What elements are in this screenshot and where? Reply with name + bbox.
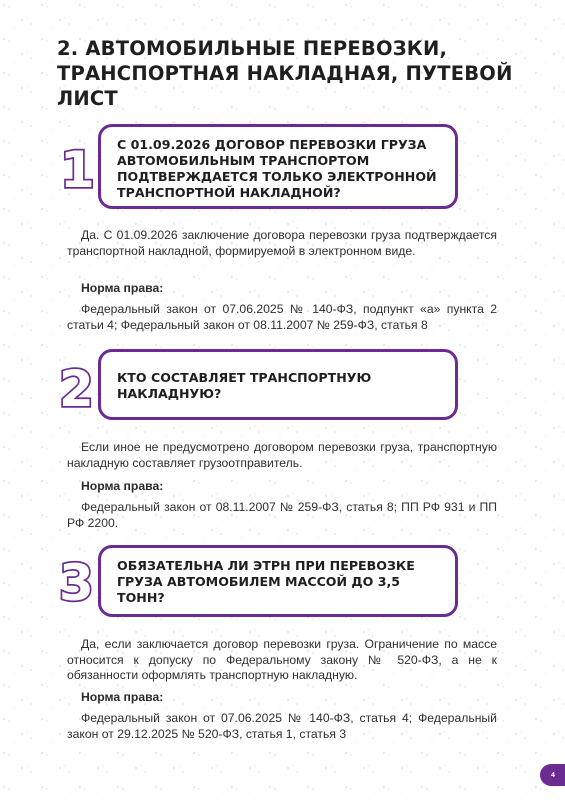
question-text: КТО СОСТАВЛЯЕТ ТРАНСПОРТНУЮ НАКЛАДНУЮ?: [117, 370, 372, 401]
question-number-3: [58, 554, 94, 612]
question-number-1: [58, 141, 95, 199]
question-number-2: [58, 360, 94, 418]
question-number-text: 3: [59, 554, 94, 612]
question-number-text: 2: [59, 360, 94, 418]
norm-label-2: Норма права:: [81, 479, 164, 493]
norm-text-3: Федеральный закон от 07.06.2025 № 140-ФЗ, статья 4; Федеральный закон от 29.12.2025 № 520-ФЗ, статья 1, статья 3: [67, 711, 497, 741]
answer-text-2: Если иное не предусмотрено договором перевозки груза, транспортную накладную составляет грузоотправитель.: [67, 440, 497, 470]
question-text: С 01.09.2026 ДОГОВОР ПЕРЕВОЗКИ ГРУЗА АВТОМОБИЛЬНЫМ ТРАНСПОРТОМ ПОДТВЕРЖДАЕТСЯ ТОЛЬКО ЭЛЕКТРОННОЙ ТРАНСПОРТНОЙ НАКЛАДНОЙ?: [117, 137, 437, 200]
question-text: ОБЯЗАТЕЛЬНА ЛИ ЭТРН ПРИ ПЕРЕВОЗКЕ ГРУЗА АВТОМОБИЛЕМ МАССОЙ ДО 3,5 ТОНН?: [117, 558, 415, 605]
answer-text-3: Да, если заключается договор перевозки груза. Ограничение по массе относится к допуску по Федеральному закону № 520-ФЗ, а не к обязанности оформлять транспортную накладную.: [67, 637, 497, 682]
question-card-3: [98, 545, 458, 617]
norm-label-1: Норма права:: [81, 281, 164, 295]
page-number: 4: [551, 771, 555, 779]
question-card-2: [98, 349, 458, 420]
question-number-text: 1: [60, 141, 95, 199]
answer-text-1: Да. С 01.09.2026 заключение договора перевозки груза подтверждается транспортной накладной, формируемой в электронном виде.: [67, 228, 497, 258]
norm-text-2: Федеральный закон от 08.11.2007 № 259-ФЗ, статья 8; ПП РФ 931 и ПП РФ 2200.: [67, 500, 497, 530]
norm-text-1: Федеральный закон от 07.06.2025 № 140-ФЗ, подпункт «а» пункта 2 статьи 4; Федеральный закон от 08.11.2007 № 259-ФЗ, статья 8: [67, 302, 497, 332]
norm-label-3: Норма права:: [81, 690, 164, 704]
page-title: 2. АВТОМОБИЛЬНЫЕ ПЕРЕВОЗКИ, ТРАНСПОРТНАЯ НАКЛАДНАЯ, ПУТЕВОЙ ЛИСТ: [57, 37, 513, 110]
page-number-tab: [540, 764, 565, 786]
question-card-1: [98, 124, 458, 209]
